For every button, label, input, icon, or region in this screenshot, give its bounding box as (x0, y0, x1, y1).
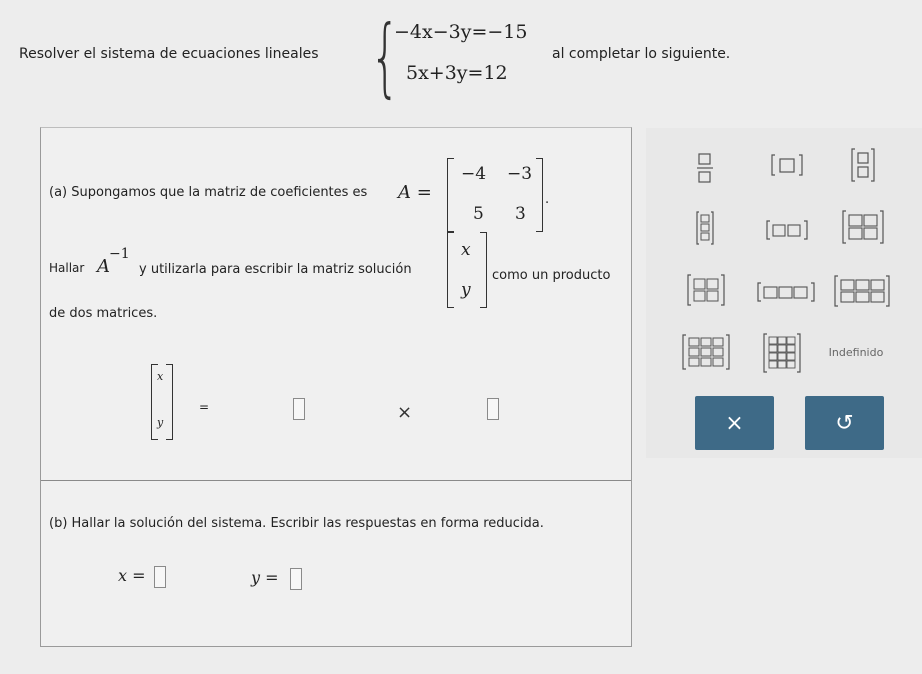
x-label: x = (118, 566, 146, 585)
part-a-text-2: y utilizarla para escribir la matriz solución (139, 262, 412, 277)
undo-icon: ↺ (835, 410, 854, 436)
coefficient-matrix (447, 158, 543, 232)
matrix-2x1-icon[interactable] (846, 146, 880, 184)
y-label: y = (251, 568, 279, 587)
panel-divider (41, 480, 631, 481)
matrix-input-2[interactable] (487, 398, 499, 420)
matrix-cell: −3 (507, 164, 533, 184)
instruction-suffix: al completar lo siguiente. (552, 46, 731, 62)
vector-entry: y (461, 280, 471, 300)
equation-2: 5x+3y=12 (406, 62, 508, 84)
matrix-4x3-icon[interactable] (761, 332, 803, 374)
part-a-text-4: de dos matrices. (49, 306, 158, 321)
hallar-label: Hallar (49, 261, 85, 275)
matrix-cell: −4 (461, 164, 487, 184)
matrix-1x3-icon[interactable] (754, 278, 818, 306)
solution-vector (447, 232, 487, 308)
part-b-text: (b) Hallar la solución del sistema. Escribir las respuestas en forma reducida. (49, 516, 544, 531)
undefined-button[interactable]: Indefinido (828, 345, 884, 359)
vector-entry: x (461, 240, 471, 260)
matrix-2x3-icon[interactable] (832, 272, 892, 310)
matrix-cell: 5 (473, 204, 484, 224)
y-input[interactable] (290, 568, 302, 590)
vector-entry: x (157, 370, 164, 383)
times-sign: × (397, 402, 413, 423)
part-a-text: (a) Supongamos que la matriz de coeficientes es (49, 185, 368, 200)
undo-button[interactable] (805, 396, 884, 450)
inverse-symbol: A (97, 256, 110, 277)
matrix-period: . (545, 192, 550, 207)
matrix-2x2-icon[interactable] (839, 208, 887, 246)
clear-button[interactable] (695, 396, 774, 450)
equation-1: −4x−3y=−15 (394, 21, 528, 43)
matrix-input-1[interactable] (293, 398, 305, 420)
part-a-text-3: como un producto (492, 268, 611, 283)
instruction-prefix: Resolver el sistema de ecuaciones lineales (19, 46, 319, 62)
matrix-cell: 3 (515, 204, 526, 224)
matrix-1x2-icon[interactable] (763, 216, 811, 244)
matrix-3x3-icon[interactable] (680, 332, 732, 372)
lhs-vector (151, 364, 173, 440)
question-panel (40, 127, 632, 647)
fraction-icon[interactable] (692, 146, 718, 190)
x-input[interactable] (154, 566, 166, 588)
equals-sign: = (199, 400, 210, 414)
system-brace: { (370, 7, 401, 107)
matrix-3x2-icon[interactable] (684, 272, 728, 308)
vector-entry: y (157, 416, 164, 429)
matrix-1x1-icon[interactable] (767, 150, 807, 180)
matrix-3x1-icon[interactable] (692, 208, 718, 248)
matrix-a-symbol: A = (398, 182, 432, 203)
close-icon: × (725, 410, 744, 436)
inverse-exponent: −1 (109, 246, 130, 262)
